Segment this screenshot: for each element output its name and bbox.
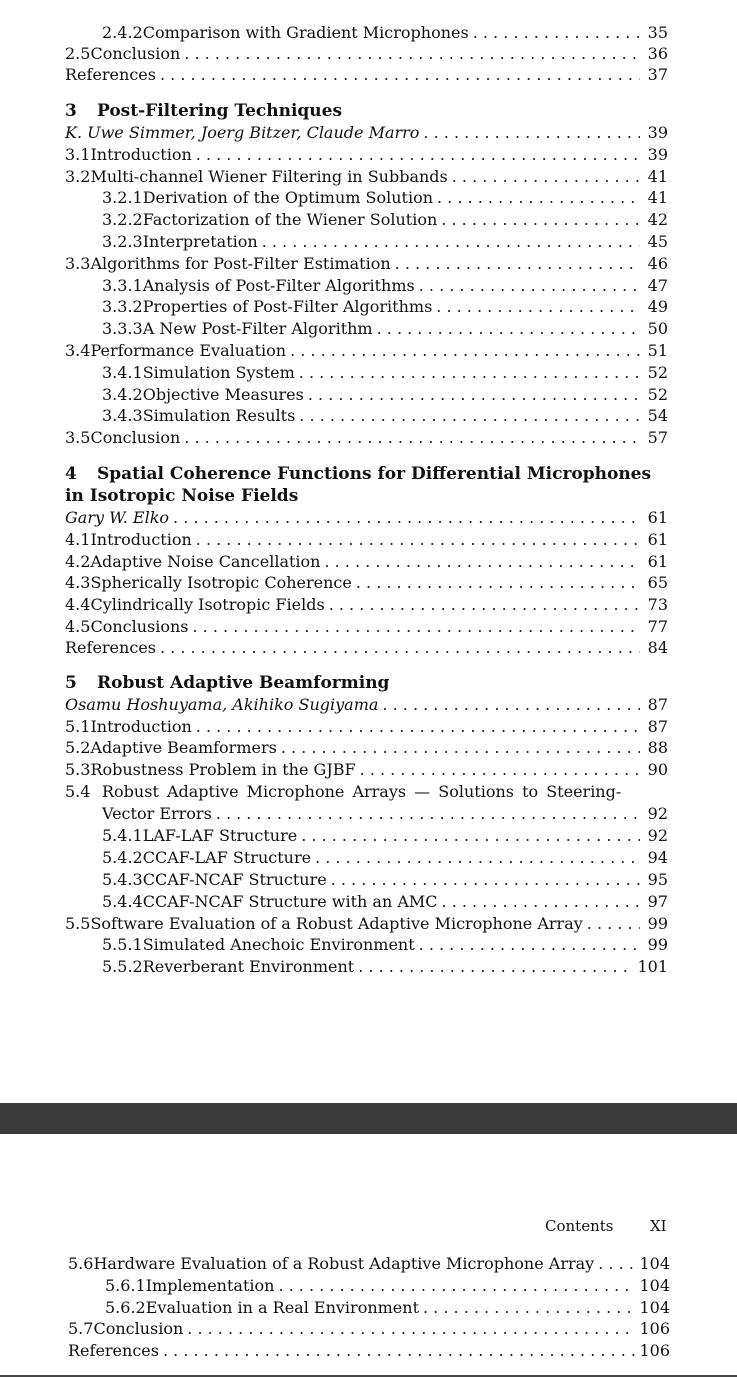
dot-leader (587, 913, 640, 935)
toc-entry-page: 36 (647, 44, 668, 63)
toc-entry-page: 106 (639, 1319, 670, 1338)
toc-entry-page: 94 (647, 848, 668, 867)
toc-entry-number: 3.5 (65, 428, 91, 447)
dot-leader (329, 594, 640, 616)
toc-entry-page: 88 (647, 738, 668, 757)
toc-entry-page: 37 (647, 65, 668, 84)
dot-leader (423, 1297, 635, 1319)
toc-entry-number: 3.3.2 (102, 297, 143, 316)
toc-entry[interactable] (65, 759, 668, 781)
dot-leader (160, 637, 640, 659)
toc-entry-title: Implementation (145, 1276, 275, 1295)
dot-leader (360, 759, 640, 781)
toc-entry-title: Comparison with Gradient Microphones (142, 23, 469, 42)
toc-entry-page: 106 (639, 1341, 670, 1360)
toc-entry-page: 99 (647, 935, 668, 954)
toc-entry-title: References (68, 1341, 159, 1360)
dot-leader (436, 296, 640, 318)
toc-entry-page: 50 (647, 319, 668, 338)
toc-entry-title-continued: Vector Errors (102, 804, 212, 823)
toc-entry-page: 52 (647, 385, 668, 404)
chapter-title: Post-Filtering Techniques (97, 101, 343, 121)
toc-entry[interactable] (102, 231, 668, 253)
toc-entry[interactable] (68, 1253, 670, 1275)
toc-entry-page: 45 (647, 232, 668, 251)
toc-entry[interactable] (65, 340, 668, 362)
toc-entry[interactable] (65, 716, 668, 738)
toc-entry-title: Software Evaluation of a Robust Adaptive Microphone Array (90, 914, 583, 933)
toc-entry-number: 3.1 (65, 145, 91, 164)
dot-leader (441, 209, 640, 231)
toc-entry-references-ch2[interactable] (65, 64, 668, 86)
author-names: Osamu Hoshuyama, Akihiko Sugiyama (65, 695, 379, 714)
toc-entry-title: Evaluation in a Real Environment (145, 1298, 419, 1317)
chapter-3-authors[interactable] (65, 122, 668, 144)
dot-leader (184, 427, 640, 449)
toc-entry-title: Spherically Isotropic Coherence (90, 573, 352, 592)
toc-entry-5-4-line2[interactable] (102, 803, 668, 825)
toc-entry-title: CCAF-LAF Structure (142, 848, 312, 867)
toc-entry-title: Interpretation (142, 232, 258, 251)
toc-entry-number: 2.5 (65, 44, 91, 63)
toc-entry-title: Cylindrically Isotropic Fields (90, 595, 325, 614)
chapter-4-authors[interactable] (65, 507, 668, 529)
toc-entry[interactable] (65, 913, 668, 935)
dot-leader (419, 934, 640, 956)
toc-entry-title: Properties of Post-Filter Algorithms (142, 297, 433, 316)
toc-entry-title: Introduction (90, 145, 192, 164)
toc-entry-number: 3.4.1 (102, 363, 143, 382)
toc-entry[interactable] (105, 1297, 670, 1319)
toc-entry-number: 5.4.1 (102, 826, 143, 845)
toc-entry-page: 101 (637, 957, 668, 976)
toc-entry-title: CCAF-NCAF Structure with an AMC (142, 892, 438, 911)
dot-leader (377, 318, 640, 340)
dot-leader (301, 825, 640, 847)
toc-entry[interactable] (65, 616, 668, 638)
toc-entry-number: 5.2 (65, 738, 91, 757)
toc-entry-number: 3.3 (65, 254, 91, 273)
toc-entry-number: 4.1 (65, 530, 91, 549)
toc-entry-number: 3.2.3 (102, 232, 143, 251)
toc-entry[interactable] (65, 572, 668, 594)
toc-entry-number: 5.4 (65, 782, 91, 801)
chapter-title: Spatial Coherence Functions for Differential Microphones (97, 464, 652, 484)
toc-entry-number: 5.4.4 (102, 892, 143, 911)
toc-entry-page: 41 (647, 167, 668, 186)
toc-entry-title: Robust Adaptive Microphone Arrays — Solutions to Steering- (102, 782, 622, 801)
dot-leader (419, 275, 640, 297)
toc-entry-page: 104 (639, 1276, 670, 1295)
toc-entry-page: 90 (647, 760, 668, 779)
author-names: Gary W. Elko (65, 508, 170, 527)
toc-entry-title: Introduction (90, 530, 192, 549)
toc-entry-title: Adaptive Beamformers (90, 738, 277, 757)
toc-entry[interactable] (102, 275, 668, 297)
toc-entry-references-ch4[interactable] (65, 637, 668, 659)
toc-entry[interactable] (65, 551, 668, 573)
toc-entry[interactable] (102, 187, 668, 209)
toc-entry[interactable] (102, 318, 668, 340)
dot-leader (324, 551, 640, 573)
toc-entry[interactable] (65, 737, 668, 759)
toc-entry-references-ch5[interactable] (68, 1340, 670, 1362)
toc-entry-number: 5.7 (68, 1319, 94, 1338)
toc-entry-page: 52 (647, 363, 668, 382)
toc-entry-number: 4.3 (65, 573, 91, 592)
toc-entry[interactable] (65, 166, 668, 188)
toc-entry[interactable] (102, 891, 668, 913)
toc-entry-number: 3.2 (65, 167, 91, 186)
toc-entry-page: 39 (647, 145, 668, 164)
toc-entry-page: 92 (647, 826, 668, 845)
chapter-title: in Isotropic Noise Fields (65, 486, 299, 506)
toc-entry-page: 65 (647, 573, 668, 592)
toc-entry-title: Hardware Evaluation of a Robust Adaptive Microphone Array (93, 1254, 595, 1273)
dot-leader (308, 384, 640, 406)
toc-entry-title: Analysis of Post-Filter Algorithms (142, 276, 415, 295)
toc-entry-page: 47 (647, 276, 668, 295)
toc-entry-title: CCAF-NCAF Structure (142, 870, 327, 889)
toc-entry-title: Reverberant Environment (142, 957, 355, 976)
toc-entry[interactable] (102, 847, 668, 869)
toc-page-bottom (0, 1134, 737, 1377)
toc-entry-page: 95 (647, 870, 668, 889)
toc-entry-number: 5.5 (65, 914, 91, 933)
toc-entry-page: 49 (647, 297, 668, 316)
dot-leader (193, 616, 641, 638)
toc-entry-title: Objective Measures (142, 385, 304, 404)
dot-leader (216, 803, 640, 825)
toc-entry-page: 39 (647, 123, 668, 142)
toc-entry-page: 104 (639, 1298, 670, 1317)
toc-entry[interactable] (102, 384, 668, 406)
toc-entry-title: A New Post-Filter Algorithm (142, 319, 373, 338)
dot-leader (173, 507, 640, 529)
toc-entry-page: 87 (647, 717, 668, 736)
toc-entry-number: 3.2.1 (102, 188, 143, 207)
dot-leader (196, 144, 640, 166)
chapter-5-heading[interactable] (65, 672, 389, 694)
dot-leader (356, 572, 640, 594)
toc-entry[interactable] (65, 427, 668, 449)
toc-entry-title: Performance Evaluation (90, 341, 287, 360)
dot-leader (184, 43, 640, 65)
toc-entry-number: 2.4.2 (102, 23, 143, 42)
toc-entry-page: 104 (639, 1254, 670, 1273)
dot-leader (160, 64, 640, 86)
chapter-number: 4 (65, 464, 77, 484)
dot-leader (290, 340, 640, 362)
toc-entry-number: 3.4.2 (102, 385, 143, 404)
dot-leader (315, 847, 640, 869)
chapter-number: 5 (65, 673, 77, 693)
toc-entry-title: Introduction (90, 717, 192, 736)
toc-entry[interactable] (68, 1318, 670, 1340)
dot-leader (196, 529, 640, 551)
toc-entry-page: 51 (647, 341, 668, 360)
toc-entry-page: 92 (647, 804, 668, 823)
toc-entry[interactable] (102, 934, 668, 956)
dot-leader (382, 694, 640, 716)
toc-entry[interactable] (65, 144, 668, 166)
chapter-title: Robust Adaptive Beamforming (97, 673, 390, 693)
dot-leader (598, 1253, 635, 1275)
toc-entry-title: Conclusion (90, 44, 181, 63)
toc-entry-number: 5.4.2 (102, 848, 143, 867)
toc-entry-page: 87 (647, 695, 668, 714)
toc-entry-page: 54 (647, 406, 668, 425)
dot-leader (196, 716, 640, 738)
toc-entry-title: LAF-LAF Structure (142, 826, 298, 845)
toc-entry-number: 5.4.3 (102, 870, 143, 889)
toc-entry-number: 5.5.1 (102, 935, 143, 954)
toc-entry-page: 46 (647, 254, 668, 273)
chapter-5-authors[interactable] (65, 694, 668, 716)
toc-entry-page: 57 (647, 428, 668, 447)
toc-entry[interactable] (102, 362, 668, 384)
dot-leader (423, 122, 640, 144)
dot-leader (281, 737, 640, 759)
running-head-page-number: XI (650, 1217, 667, 1235)
toc-entry-page: 84 (647, 638, 668, 657)
toc-entry-title: Simulation System (142, 363, 295, 382)
toc-entry-number: 3.2.2 (102, 210, 143, 229)
dot-leader (262, 231, 640, 253)
chapter-number: 3 (65, 101, 77, 121)
toc-entry[interactable] (65, 594, 668, 616)
toc-entry-number: 3.3.3 (102, 319, 143, 338)
dot-leader (299, 362, 640, 384)
toc-entry[interactable] (105, 1275, 670, 1297)
toc-entry-2-5[interactable] (65, 43, 668, 65)
toc-entry[interactable] (102, 825, 668, 847)
toc-entry-title: Simulated Anechoic Environment (142, 935, 415, 954)
dot-leader (473, 22, 640, 44)
toc-entry-5-4-line1[interactable] (65, 781, 668, 803)
toc-entry-page: 41 (647, 188, 668, 207)
dot-leader (442, 891, 640, 913)
toc-entry-page: 35 (647, 23, 668, 42)
toc-entry-number: 5.6.2 (105, 1298, 146, 1317)
toc-entry-2-4-2[interactable] (65, 22, 668, 44)
toc-entry-title: Derivation of the Optimum Solution (142, 188, 433, 207)
toc-entry-page: 61 (647, 508, 668, 527)
toc-entry[interactable] (102, 956, 668, 978)
toc-entry-page: 61 (647, 530, 668, 549)
toc-entry-title: References (65, 65, 156, 84)
author-names: K. Uwe Simmer, Joerg Bitzer, Claude Marro (65, 123, 420, 142)
toc-entry-number: 3.4.3 (102, 406, 143, 425)
dot-leader (187, 1318, 635, 1340)
toc-entry-title: Algorithms for Post-Filter Estimation (90, 254, 391, 273)
toc-entry-title: References (65, 638, 156, 657)
toc-entry-number: 5.3 (65, 760, 91, 779)
toc-entry-number: 5.1 (65, 717, 91, 736)
toc-entry[interactable] (102, 869, 668, 891)
toc-entry[interactable] (102, 405, 668, 427)
dot-leader (437, 187, 640, 209)
chapter-4-heading-continued (65, 485, 298, 507)
toc-entry-number: 3.3.1 (102, 276, 143, 295)
toc-entry-number: 4.5 (65, 617, 91, 636)
toc-entry-number: 4.2 (65, 552, 91, 571)
chapter-4-heading[interactable] (65, 463, 651, 485)
toc-entry-page: 42 (647, 210, 668, 229)
toc-entry-title: Multi-channel Wiener Filtering in Subbands (90, 167, 448, 186)
toc-entry[interactable] (102, 209, 668, 231)
toc-entry-title: Conclusions (90, 617, 189, 636)
toc-entry-title: Conclusion (90, 428, 181, 447)
toc-entry-number: 5.5.2 (102, 957, 143, 976)
toc-entry-number: 5.6.1 (105, 1276, 146, 1295)
dot-leader (163, 1340, 635, 1362)
dot-leader (278, 1275, 635, 1297)
dot-leader (452, 166, 640, 188)
toc-entry-page: 73 (647, 595, 668, 614)
toc-entry-page: 77 (647, 617, 668, 636)
toc-entry-title: Adaptive Noise Cancellation (90, 552, 321, 571)
toc-entry-page: 61 (647, 552, 668, 571)
chapter-3-heading[interactable] (65, 100, 342, 122)
toc-entry-page: 99 (647, 914, 668, 933)
toc-entry-title: Robustness Problem in the GJBF (90, 760, 356, 779)
toc-entry-number: 3.4 (65, 341, 91, 360)
toc-entry-number: 4.4 (65, 595, 91, 614)
dot-leader (331, 869, 640, 891)
toc-entry-page: 97 (647, 892, 668, 911)
toc-entry-title: Conclusion (93, 1319, 184, 1338)
toc-entry[interactable] (65, 253, 668, 275)
dot-leader (395, 253, 640, 275)
toc-entry-number: 5.6 (68, 1254, 94, 1273)
running-head-label: Contents (545, 1217, 614, 1235)
toc-entry[interactable] (65, 529, 668, 551)
page-separator (0, 1103, 737, 1134)
dot-leader (358, 956, 633, 978)
toc-entry-title: Factorization of the Wiener Solution (142, 210, 438, 229)
dot-leader (299, 405, 640, 427)
toc-entry[interactable] (102, 296, 668, 318)
toc-entry-title: Simulation Results (142, 406, 296, 425)
